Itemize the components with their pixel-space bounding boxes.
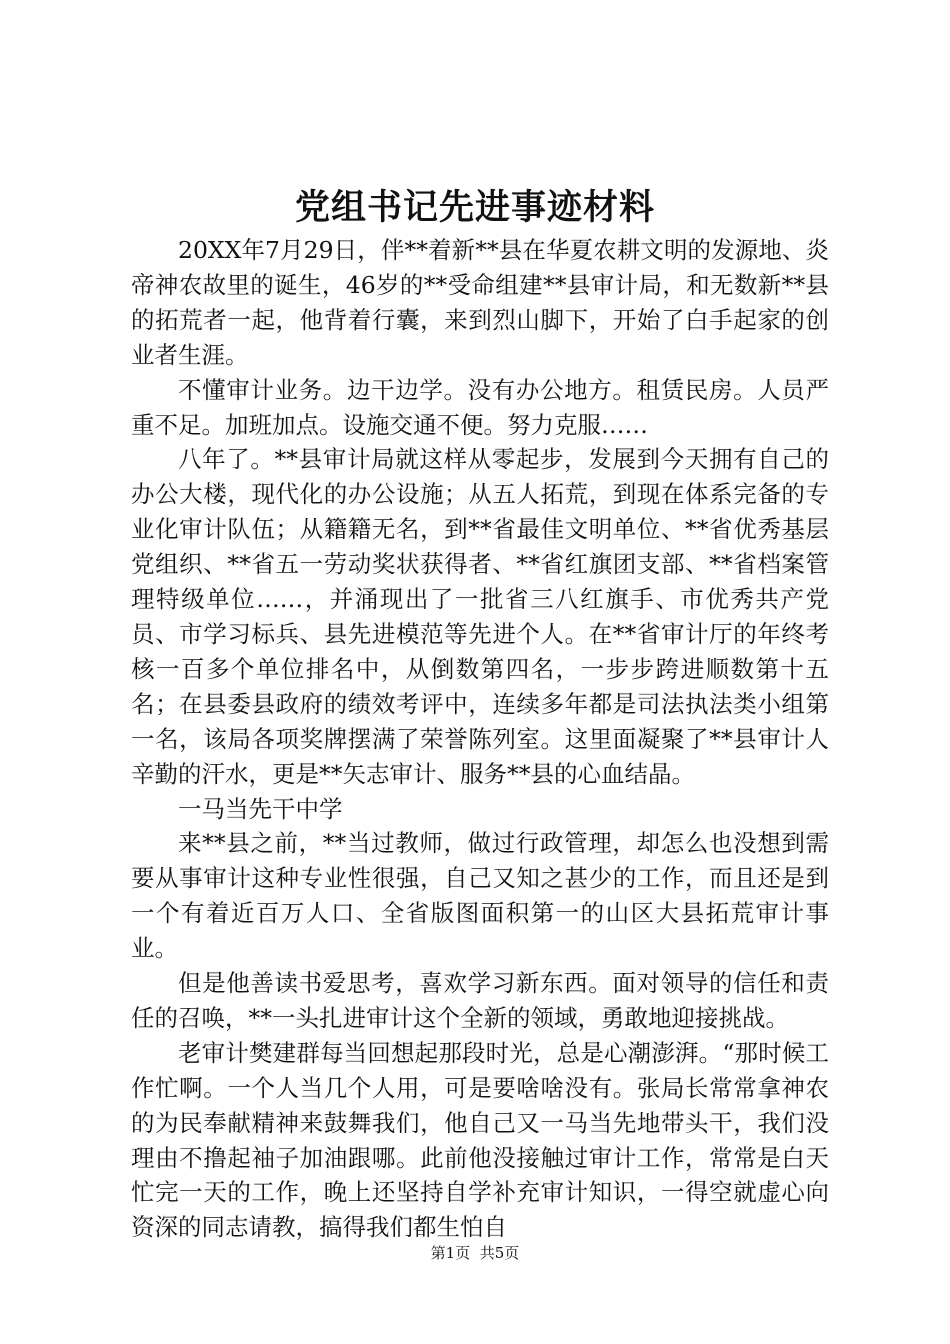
page-total: 共5页 [479, 1244, 520, 1262]
paragraph: 来**县之前，**当过教师，做过行政管理，却怎么也没想到需要从事审计这种专业性很强，自己又知之甚少的工作，而且还是到一个有着近百万人口、全省版图面积第一的山区大县拓荒审计事业。 [131, 829, 829, 963]
paragraph: 20XX年7月29日，伴**着新**县在华夏农耕文明的发源地、炎帝神农故里的诞生，46岁的**受命组建**县审计局，和无数新**县的拓荒者一起，他背着行囊，来到烈山脚下，开始了白手起家的创业者生涯。 [131, 236, 829, 369]
document-body [131, 233, 829, 1245]
paragraph: 但是他善读书爱思考，喜欢学习新东西。面对领导的信任和责任的召唤，**一头扎进审计这个全新的领域，勇敢地迎接挑战。 [131, 969, 829, 1032]
section-heading: 一马当先干中学 [178, 794, 343, 823]
paragraph: 八年了。**县审计局就这样从零起步，发展到今天拥有自己的办公大楼，现代化的办公设施；从五人拓荒，到现在体系完备的专业化审计队伍；从籍籍无名，到**省最佳文明单位、**省优秀基层党组织、**省五一劳动奖状获得者、**省红旗团支部、**省档案管理特级单位……，并涌现出了一批省三八红旗手、市优秀共产党员、市学习标兵、县先进模范等先进个人。在**省审计厅的年终考核一百多个单位排名中，从倒数第四名，一步步跨进顺数第十五名；在县委县政府的绩效考评中，连续多年都是司法执法类小组第一名，该局各项奖牌摆满了荣誉陈列室。这里面凝聚了**县审计人辛勤的汗水，更是**矢志审计、服务**县的心血结晶。 [131, 445, 829, 788]
paragraph: 不懂审计业务。边干边学。没有办公地方。租赁民房。人员严重不足。加班加点。设施交通不便。努力克服…… [131, 375, 829, 439]
page-footer [0, 1243, 950, 1263]
paragraph: 老审计樊建群每当回想起那段时光，总是心潮澎湃。“那时候工作忙啊。一个人当几个人用，可是要啥啥没有。张局长常常拿神农的为民奉献精神来鼓舞我们，他自己又一马当先地带头干，我们没理由不撸起袖子加油跟哪。此前他没接触过审计工作，常常是白天忙完一天的工作，晚上还坚持自学补充审计知识，一得空就虚心向资深的同志请教，搞得我们都生怕自 [131, 1038, 829, 1242]
document-title: 党组书记先进事迹材料 [294, 187, 655, 228]
page-number: 第1页 [430, 1244, 471, 1262]
